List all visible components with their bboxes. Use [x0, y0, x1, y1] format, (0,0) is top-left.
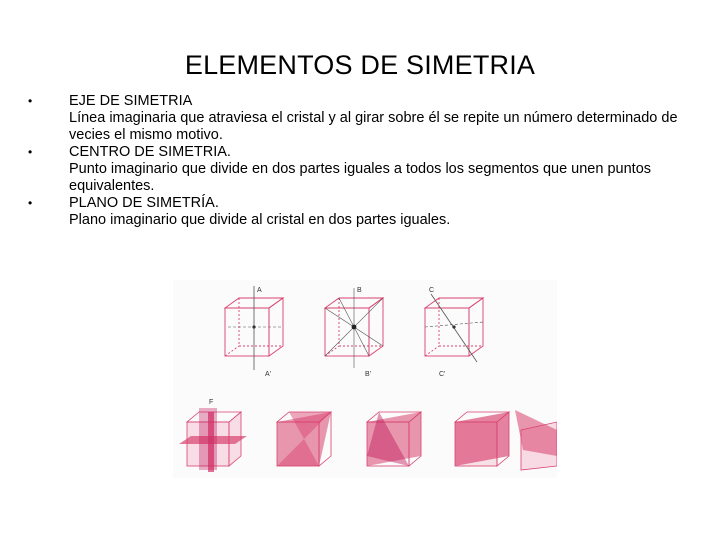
- bullet-list: [28, 93, 688, 229]
- label-f: F: [209, 399, 214, 406]
- bullet-item-axis: [28, 93, 688, 144]
- label-a-prime: A': [265, 371, 272, 378]
- label-c-prime: C': [439, 371, 446, 378]
- label-a: A: [257, 287, 262, 294]
- cube-axis-c: [425, 294, 483, 362]
- axis-description: Línea imaginaria que atraviesa el cristal y al girar sobre él se repite un número determinado de vecies el mismo motivo.: [69, 110, 678, 143]
- slide-title: ELEMENTOS DE SIMETRIA: [184, 50, 536, 80]
- bullet-marker: •: [28, 145, 33, 159]
- bullet-item-plane: [28, 195, 688, 229]
- label-c: C: [429, 287, 435, 294]
- axis-heading: EJE DE SIMETRIA: [69, 93, 193, 109]
- bullet-marker: •: [28, 94, 33, 108]
- cube-plane-diagonal-2: [367, 412, 421, 466]
- bullet-item-center: [28, 144, 688, 195]
- cube-center-b: [325, 288, 383, 368]
- center-description: Punto imaginario que divide en dos partes iguales a todos los segmentos que unen puntos equivalentes.: [69, 161, 652, 194]
- cube-plane-diagonal-1: [277, 412, 331, 466]
- plane-heading: PLANO DE SIMETRÍA.: [69, 195, 219, 211]
- cube-plane-vertical: [455, 412, 509, 466]
- label-b-prime: B': [365, 371, 372, 378]
- plane-description: Plano imaginario que divide al cristal en dos partes iguales.: [69, 212, 451, 228]
- bullet-marker: •: [28, 196, 33, 210]
- cube-planes-f: [179, 408, 247, 472]
- label-b: B: [357, 287, 362, 294]
- cube-plane-tilted: [515, 410, 557, 470]
- symmetry-illustration: [173, 280, 557, 478]
- symmetry-figure: [173, 280, 557, 478]
- cube-axis-a: [225, 286, 283, 370]
- center-heading: CENTRO DE SIMETRIA.: [69, 144, 231, 160]
